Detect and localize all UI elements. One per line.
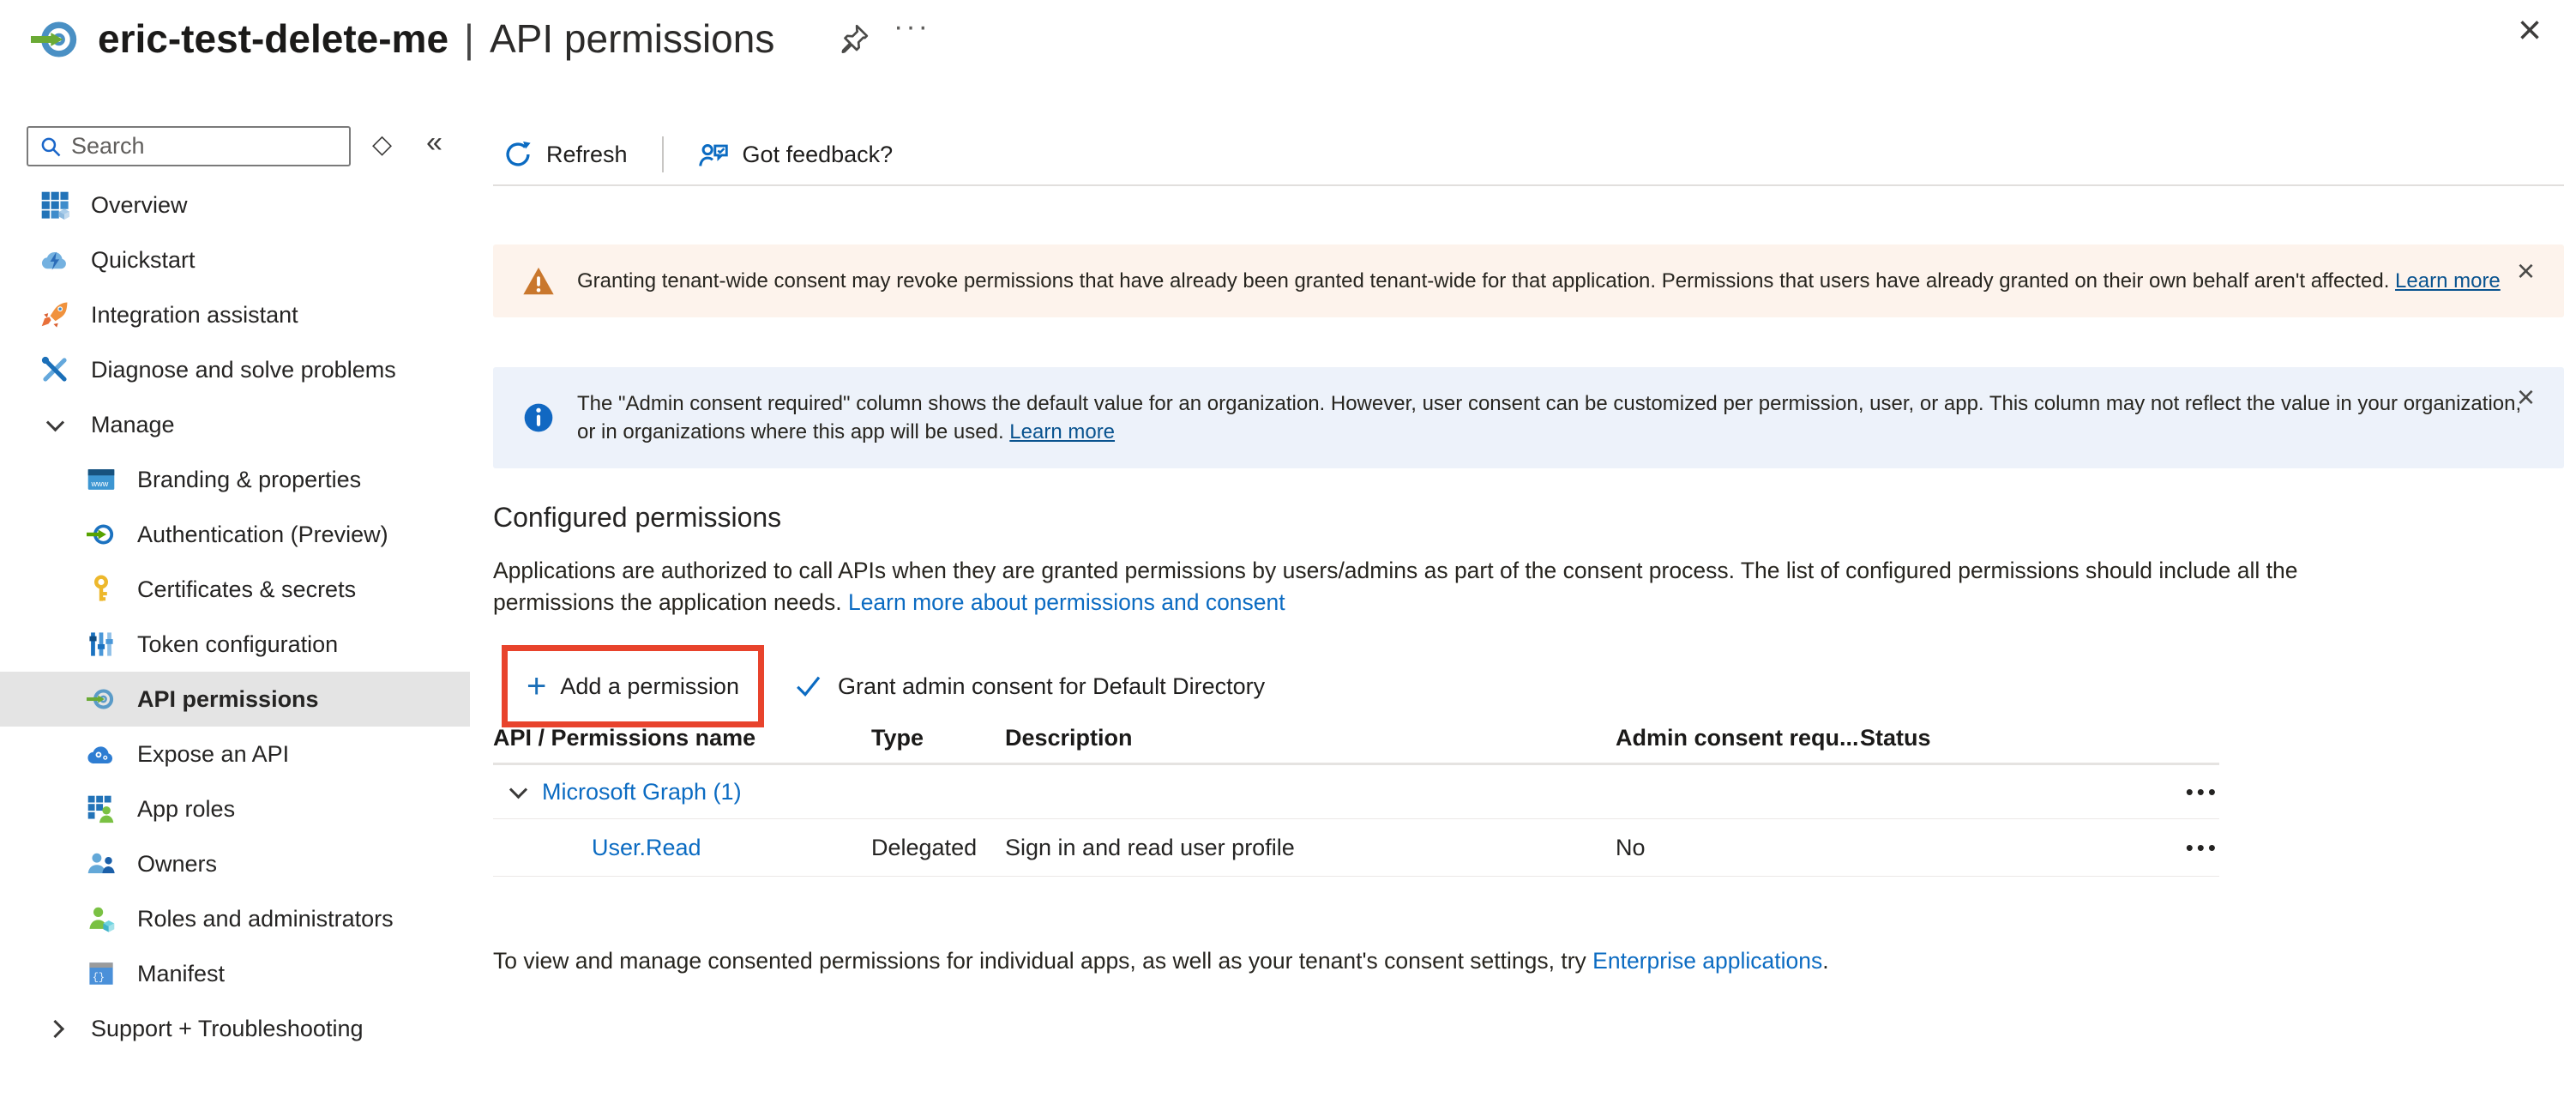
refresh-icon bbox=[503, 140, 533, 169]
grant-admin-consent-label: Grant admin consent for Default Directory bbox=[837, 673, 1266, 699]
sidebar-item-label: API permissions bbox=[137, 685, 319, 712]
search-icon bbox=[39, 135, 63, 159]
chevron-down-icon bbox=[39, 409, 70, 440]
sidebar-item-roles-administrators[interactable] bbox=[0, 891, 470, 946]
warning-learn-more-link[interactable]: Learn more bbox=[2395, 269, 2501, 293]
permission-admin-consent: No bbox=[1616, 834, 1646, 860]
sidebar-item-label: Certificates & secrets bbox=[137, 576, 357, 602]
permission-actions bbox=[493, 643, 1265, 729]
sidebar-item-label: Manifest bbox=[137, 960, 226, 986]
sidebar-item-label: Authentication (Preview) bbox=[137, 521, 388, 547]
sidebar-item-label: Overview bbox=[91, 191, 188, 218]
header-api-permissions-name: API / Permissions name bbox=[493, 724, 756, 751]
info-close-icon[interactable]: × bbox=[2516, 379, 2535, 414]
group-row-actions-icon[interactable]: ••• bbox=[2185, 778, 2219, 805]
title-separator: | bbox=[464, 16, 474, 61]
table-group-row bbox=[493, 765, 2219, 818]
sidebar-group-support[interactable] bbox=[0, 1001, 470, 1056]
sliders-icon bbox=[86, 629, 117, 660]
info-icon bbox=[522, 401, 555, 434]
sidebar-item-authentication[interactable] bbox=[0, 507, 470, 562]
refresh-button[interactable] bbox=[503, 140, 628, 169]
microsoft-graph-link[interactable]: Microsoft Graph (1) bbox=[542, 778, 742, 805]
sidebar-search bbox=[27, 126, 351, 166]
warning-banner bbox=[493, 244, 2564, 317]
browser-window-icon bbox=[86, 464, 117, 495]
info-learn-more-link[interactable]: Learn more bbox=[1009, 420, 1116, 443]
sidebar-item-owners[interactable] bbox=[0, 836, 470, 891]
key-icon bbox=[86, 574, 117, 605]
row-divider bbox=[493, 876, 2219, 877]
permissions-consent-learn-more-link[interactable]: Learn more about permissions and consent bbox=[847, 589, 1285, 615]
sidebar-group-label: Manage bbox=[91, 411, 175, 437]
sidebar-item-quickstart[interactable] bbox=[0, 232, 470, 287]
row-actions-icon[interactable]: ••• bbox=[2185, 834, 2219, 860]
collapse-menu-icon[interactable]: « bbox=[426, 126, 442, 159]
blade-titlebar bbox=[0, 0, 2576, 86]
feedback-label: Got feedback? bbox=[742, 141, 894, 167]
table-row bbox=[493, 819, 2219, 876]
annotation-highlight-box bbox=[502, 645, 764, 727]
warning-text: Granting tenant-wide consent may revoke permissions that have already been granted tenant-wide for that application. Permissions that users have already granted on their own behalf aren't affected. Learn more bbox=[577, 269, 2501, 293]
sidebar-item-manifest[interactable] bbox=[0, 946, 470, 1001]
sidebar-item-label: Diagnose and solve problems bbox=[91, 356, 396, 383]
command-bar bbox=[503, 130, 893, 179]
permissions-table bbox=[493, 718, 2219, 877]
app-registration-icon bbox=[31, 15, 79, 63]
info-text: The "Admin consent required" column shows the default value for an organization. However, user consent can be customized per permission, user, or app. This column may not reflect the value in your organization, or in organizations where this app will be used. Learn more bbox=[577, 392, 2522, 443]
sidebar-item-certificates[interactable] bbox=[0, 562, 470, 617]
sidebar-item-label: Branding & properties bbox=[137, 466, 362, 492]
header-type: Type bbox=[871, 724, 924, 751]
sidebar-item-diagnose[interactable] bbox=[0, 342, 470, 397]
sidebar-item-label: Quickstart bbox=[91, 246, 196, 273]
page-title bbox=[98, 15, 774, 62]
command-bar-divider bbox=[493, 184, 2564, 186]
sidebar-item-api-permissions[interactable] bbox=[0, 672, 470, 727]
plus-icon: + bbox=[527, 667, 547, 705]
chevron-right-icon bbox=[39, 1013, 70, 1044]
sidebar-item-expose-an-api[interactable] bbox=[0, 727, 470, 781]
sidebar-item-label: Expose an API bbox=[137, 740, 290, 767]
sidebar-item-label: Owners bbox=[137, 850, 218, 877]
permission-link[interactable]: User.Read bbox=[592, 834, 701, 860]
sidebar-item-app-roles[interactable] bbox=[0, 781, 470, 836]
feedback-icon bbox=[698, 139, 729, 170]
toolbar-divider bbox=[662, 136, 664, 172]
app-name: eric-test-delete-me bbox=[98, 16, 449, 61]
api-permissions-icon bbox=[86, 684, 117, 715]
cloud-gears-icon bbox=[86, 739, 117, 769]
expand-group-chevron-icon[interactable] bbox=[509, 781, 527, 799]
pin-icon[interactable] bbox=[836, 22, 870, 57]
person-cube-icon bbox=[86, 903, 117, 934]
sidebar-group-label: Support + Troubleshooting bbox=[91, 1015, 364, 1041]
grant-admin-consent-button[interactable] bbox=[795, 673, 1265, 700]
sidebar-item-label: Token configuration bbox=[137, 630, 339, 657]
add-permission-button[interactable] bbox=[527, 669, 739, 703]
sidebar-group-manage[interactable] bbox=[0, 397, 470, 452]
overview-icon bbox=[39, 190, 70, 220]
sidebar-item-token-configuration[interactable] bbox=[0, 617, 470, 672]
warning-icon bbox=[522, 265, 555, 298]
header-admin-consent: Admin consent requ... bbox=[1616, 724, 1859, 751]
add-permission-label: Add a permission bbox=[560, 673, 739, 699]
sidebar-item-label: App roles bbox=[137, 795, 236, 822]
sidebar-nav bbox=[0, 178, 470, 1056]
header-status: Status bbox=[1860, 724, 1931, 751]
header-description: Description bbox=[1005, 724, 1133, 751]
permission-type: Delegated bbox=[871, 834, 978, 860]
authentication-icon bbox=[86, 519, 117, 550]
enterprise-applications-link[interactable]: Enterprise applications bbox=[1592, 948, 1823, 974]
sidebar-item-label: Integration assistant bbox=[91, 301, 298, 328]
quickstart-icon bbox=[39, 244, 70, 275]
svg-text:www: www bbox=[91, 480, 109, 489]
info-banner bbox=[493, 367, 2564, 468]
more-commands-icon[interactable]: ··· bbox=[894, 10, 930, 43]
grid-person-icon bbox=[86, 793, 117, 824]
search-input[interactable] bbox=[71, 128, 349, 165]
sidebar-item-integration-assistant[interactable] bbox=[0, 287, 470, 342]
sidebar-item-label: Roles and administrators bbox=[137, 905, 394, 932]
section-description: Applications are authorized to call APIs when they are granted permissions by users/admins as part of the consent process. The list of configured permissions should include all the permissions the application needs. Learn more about permissions and consent bbox=[493, 558, 2298, 615]
svg-text:{}: {} bbox=[92, 971, 105, 984]
refresh-label: Refresh bbox=[546, 141, 628, 167]
sidebar-item-overview[interactable] bbox=[0, 178, 470, 232]
manifest-icon bbox=[86, 958, 117, 989]
people-icon bbox=[86, 848, 117, 879]
check-icon bbox=[795, 673, 822, 700]
warning-close-icon[interactable]: × bbox=[2516, 253, 2535, 288]
expand-collapse-all-icon[interactable]: ◇ bbox=[372, 130, 393, 159]
sidebar bbox=[0, 107, 470, 1098]
section-title: Configured permissions bbox=[493, 502, 782, 533]
footer-note: To view and manage consented permissions for individual apps, as well as your tenant's consent settings, try Enterprise applications. bbox=[493, 948, 1829, 974]
table-header-row bbox=[493, 718, 2219, 757]
sidebar-item-branding[interactable] bbox=[0, 452, 470, 507]
blade-name: API permissions bbox=[490, 16, 775, 61]
close-blade-icon[interactable]: × bbox=[2517, 8, 2542, 53]
tools-icon bbox=[39, 354, 70, 385]
feedback-button[interactable] bbox=[698, 139, 894, 170]
permission-description: Sign in and read user profile bbox=[1005, 834, 1295, 860]
rocket-icon bbox=[39, 299, 70, 330]
